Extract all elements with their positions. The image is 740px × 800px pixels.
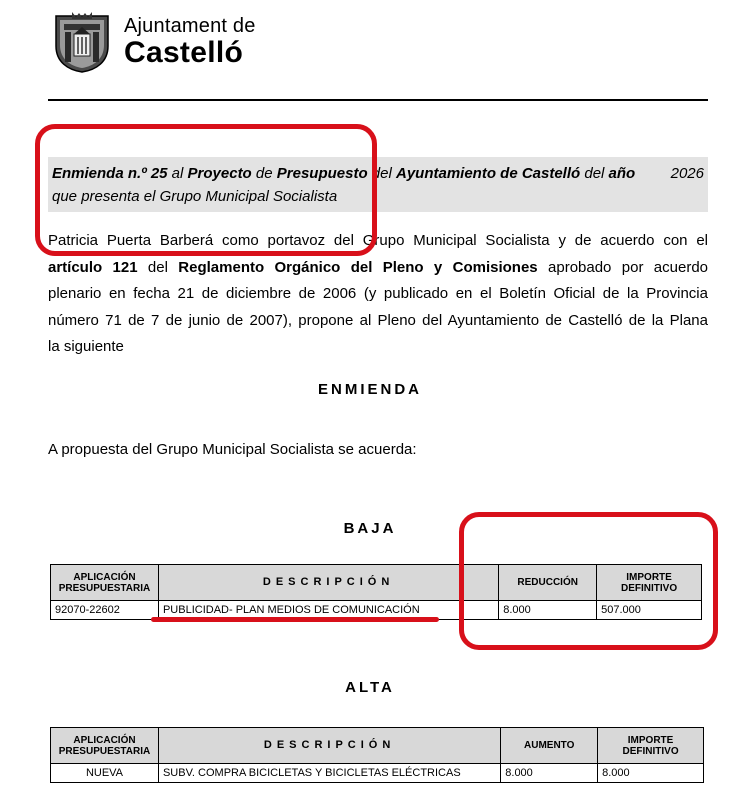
amendment-heading [48,157,708,212]
baja-final-amount-cell: 507.000 [597,601,702,620]
baja-table [50,564,702,620]
alta-header-application: APLICACIÓN PRESUPUESTARIA [51,728,159,764]
alta-table [50,727,704,783]
logo [50,10,256,74]
baja-header-description: DESCRIPCIÓN [158,565,498,601]
baja-header-final-amount: IMPORTE DEFINITIVO [597,565,702,601]
enmienda-title: ENMIENDA [317,381,422,398]
alta-header-increase: AUMENTO [501,728,598,764]
baja-header-reduction: REDUCCIÓN [499,565,597,601]
alta-final-amount-cell: 8.000 [598,764,704,783]
alta-header-description: DESCRIPCIÓN [158,728,500,764]
logo-line2: Castelló [124,36,244,69]
alta-application-cell: NUEVA [51,764,159,783]
table-row [51,764,704,783]
baja-application-cell: 92070-22602 [51,601,159,620]
alta-title: ALTA [345,679,395,696]
alta-increase-cell: 8.000 [501,764,598,783]
body-paragraph: Patricia Puerta Barberá como portavoz del Grupo Municipal Socialista y de acuerdo con el artículo 121 del Reglamento Orgánico del Pleno y Comisiones aprobado por acuerdo plenario en fecha 21 de diciembre de 2006 (y publicado en el Boletín Oficial de la Provincia número 71 de 7 de junio de 2007), propone al Pleno del Ayuntamiento de Castelló de la Plana la siguiente [48,232,709,356]
logo-line1: Ajuntament de [124,15,256,37]
alta-description-cell: SUBV. COMPRA BICICLETAS Y BICICLETAS ELÉCTRICAS [158,764,500,783]
baja-reduction-cell: 8.000 [499,601,597,620]
baja-title: BAJA [343,520,397,537]
heading-line2: que presenta el Grupo Municipal Socialista [52,188,338,205]
annotation-underline-description [151,617,439,622]
intro-text: A propuesta del Grupo Municipal Socialista se acuerda: [48,441,417,458]
alta-header-final-amount: IMPORTE DEFINITIVO [598,728,704,764]
heading-line1: Enmienda n.º 25 al Proyecto de Presupuesto del Ayuntamiento de Castelló del año [52,165,636,182]
castello-crest-icon [50,10,114,74]
heading-year: 2026 [670,165,704,182]
baja-description-cell: PUBLICIDAD- PLAN MEDIOS DE COMUNICACIÓN [158,601,498,620]
baja-header-application: APLICACIÓN PRESUPUESTARIA [51,565,159,601]
header-divider [48,99,708,101]
